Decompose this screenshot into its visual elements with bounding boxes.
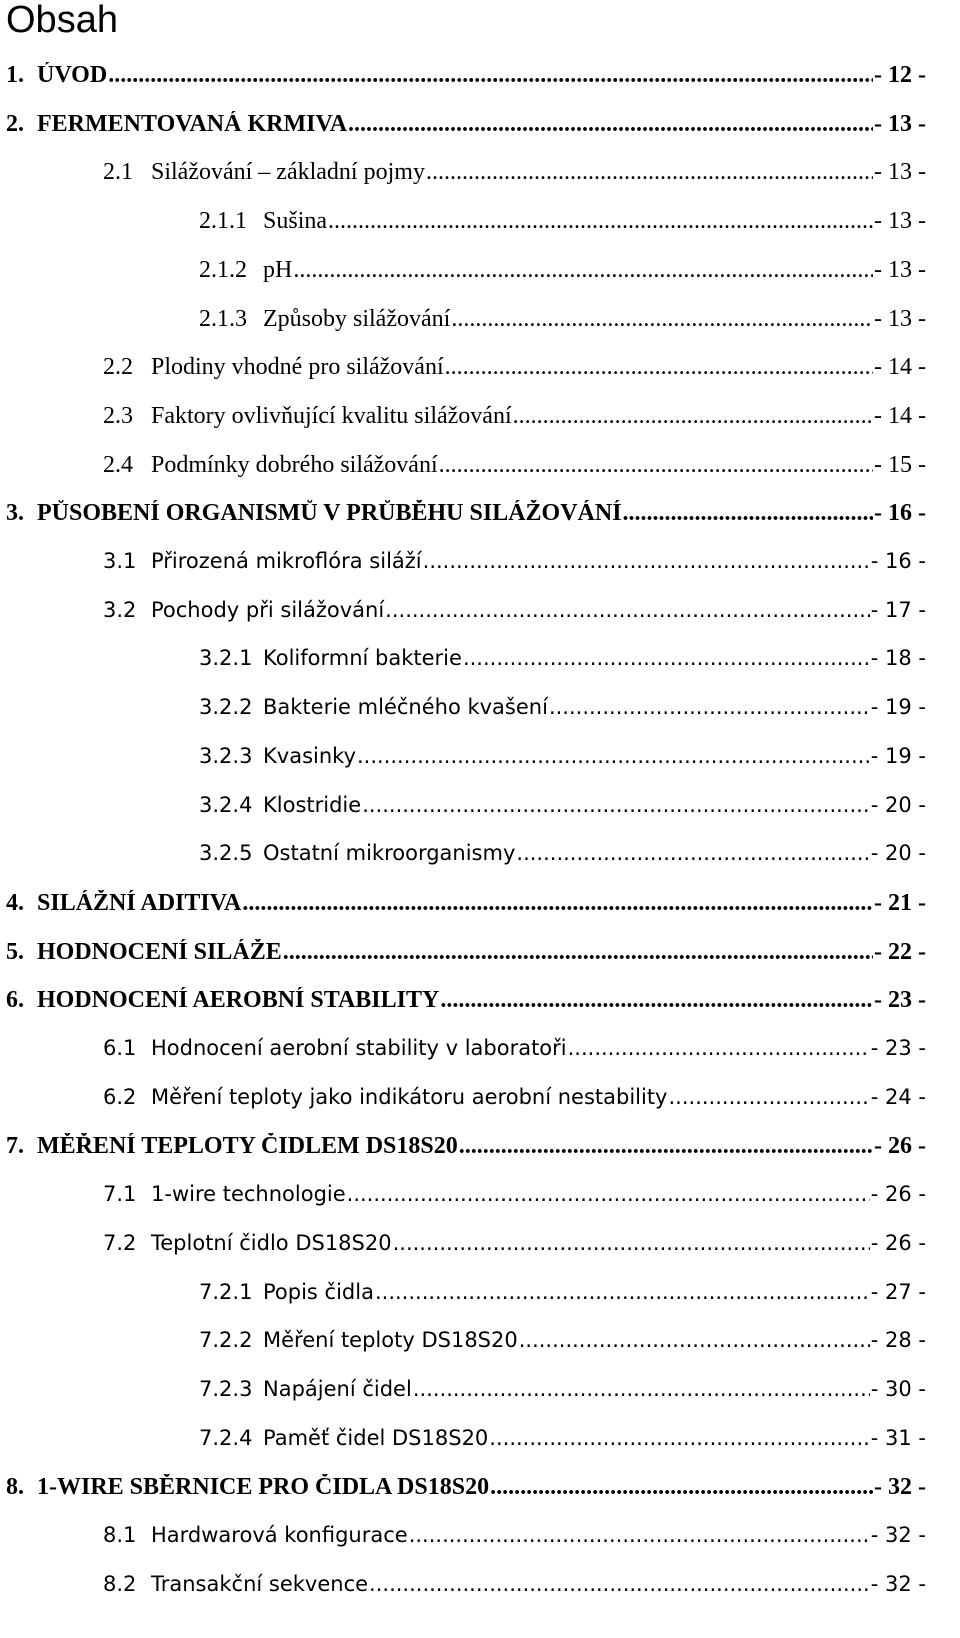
toc-entry-number: 8.	[6, 1474, 24, 1501]
toc-entry-title: pH	[263, 256, 293, 283]
toc-dot-leader	[362, 793, 870, 817]
toc-entry-number: 2.1.1	[199, 208, 247, 235]
toc-entry-title: Ostatní mikroorganismy	[263, 841, 516, 866]
toc-page-number: - 14 -	[874, 402, 926, 429]
toc-entry-title: Měření teploty jako indikátoru aerobní nestability	[151, 1084, 668, 1109]
toc-dot-leader	[451, 306, 873, 333]
toc-page-number: - 17 -	[870, 597, 926, 622]
toc-page-number: - 16 -	[874, 500, 926, 527]
toc-entry-title: Napájení čidel	[263, 1376, 412, 1401]
toc-entry[interactable]	[199, 208, 926, 235]
page-title: Obsah	[6, 0, 118, 41]
toc-entry[interactable]	[199, 1328, 926, 1352]
toc-page-number: - 26 -	[870, 1182, 926, 1207]
toc-entry-number: 3.2.5	[199, 841, 253, 866]
toc-dot-leader	[293, 257, 873, 284]
toc-entry-number: 7.	[6, 1133, 24, 1160]
toc-entry-number: 8.1	[103, 1523, 137, 1547]
toc-entry-title: HODNOCENÍ SILÁŽE	[37, 938, 282, 965]
toc-entry-number: 7.2.1	[199, 1279, 253, 1304]
toc-entry-number: 1.	[6, 62, 24, 88]
toc-entry-title: Bakterie mléčného kvašení	[263, 695, 548, 720]
toc-entry[interactable]	[6, 111, 926, 138]
toc-dot-leader	[108, 62, 873, 89]
toc-dot-leader	[242, 890, 873, 917]
toc-entry-title: Popis čidla	[263, 1279, 374, 1304]
toc-entry[interactable]	[199, 306, 926, 333]
toc-entry-title: HODNOCENÍ AEROBNÍ STABILITY	[37, 987, 440, 1014]
toc-page-number: - 20 -	[870, 841, 926, 866]
toc-dot-leader	[385, 598, 870, 622]
toc-dot-leader	[516, 841, 869, 865]
toc-entry[interactable]	[103, 159, 926, 186]
toc-page-number: - 23 -	[874, 987, 926, 1014]
toc-dot-leader	[409, 1523, 870, 1547]
toc-entry-title: Způsoby silážování	[263, 305, 451, 332]
toc-entry-number: 6.1	[103, 1036, 137, 1060]
toc-dot-leader	[568, 1036, 870, 1060]
toc-dot-leader	[490, 1474, 873, 1501]
toc-page-number: - 15 -	[874, 451, 926, 478]
toc-entry-title: Podmínky dobrého silážování	[151, 451, 438, 478]
toc-dot-leader	[283, 939, 873, 966]
toc-page-number: - 32 -	[870, 1523, 926, 1547]
toc-entry-number: 3.2	[103, 597, 137, 622]
toc-dot-leader	[423, 549, 870, 573]
toc-entry[interactable]	[103, 549, 926, 573]
toc-page-number: - 14 -	[874, 354, 926, 381]
toc-entry[interactable]	[6, 62, 926, 89]
toc-entry-number: 5.	[6, 938, 24, 965]
toc-entry-number: 6.	[6, 987, 24, 1014]
toc-entry-number: 7.2	[103, 1230, 137, 1255]
toc-entry-title: Koliformní bakterie	[263, 646, 462, 671]
toc-page-number: - 19 -	[870, 743, 926, 768]
toc-entry[interactable]	[199, 744, 926, 768]
toc-entry-number: 4.	[6, 889, 24, 916]
toc-entry-number: 7.2.4	[199, 1425, 253, 1450]
toc-entry-title: Kvasinky	[263, 743, 356, 768]
toc-dot-leader	[445, 354, 873, 381]
toc-entry[interactable]	[6, 890, 926, 917]
toc-page-number: - 27 -	[870, 1279, 926, 1304]
toc-entry-number: 3.2.2	[199, 695, 253, 720]
toc-entry-number: 3.2.4	[199, 792, 253, 817]
toc-entry-title: Měření teploty DS18S20	[263, 1328, 518, 1353]
toc-page-number: - 22 -	[874, 938, 926, 965]
toc-dot-leader	[669, 1085, 870, 1109]
toc-dot-leader	[439, 452, 873, 479]
toc-page-number: - 23 -	[870, 1036, 926, 1060]
toc-page-number: - 20 -	[870, 792, 926, 817]
toc-dot-leader	[357, 744, 870, 768]
toc-entry[interactable]	[103, 1182, 926, 1206]
toc-entry[interactable]	[103, 598, 926, 622]
toc-entry-title: Paměť čidel DS18S20	[263, 1425, 489, 1450]
toc-entry[interactable]	[103, 1572, 926, 1596]
toc-entry-number: 7.1	[103, 1182, 137, 1207]
toc-entry-title: ÚVOD	[37, 62, 108, 88]
toc-page-number: - 24 -	[870, 1084, 926, 1109]
toc-entry[interactable]	[103, 1523, 926, 1547]
toc-dot-leader	[549, 695, 870, 719]
toc-page-number: - 16 -	[870, 549, 926, 573]
toc-entry-title: Transakční sekvence	[151, 1571, 369, 1596]
toc-entry[interactable]	[103, 1231, 926, 1255]
toc-entry-title: FERMENTOVANÁ KRMIVA	[37, 110, 348, 137]
toc-entry-number: 2.1.2	[199, 256, 247, 283]
toc-entry-title: Silážování – základní pojmy	[151, 159, 425, 186]
toc-entry-number: 6.2	[103, 1084, 137, 1109]
toc-dot-leader	[426, 159, 873, 186]
toc-entry-number: 2.4	[103, 451, 133, 478]
toc-entry-number: 2.3	[103, 402, 133, 429]
toc-dot-leader	[513, 403, 873, 430]
toc-entry-title: Hardwarová konfigurace	[151, 1523, 408, 1547]
toc-entry[interactable]	[199, 1426, 926, 1450]
toc-page-number: - 18 -	[870, 646, 926, 671]
toc-page-number: - 28 -	[870, 1328, 926, 1353]
toc-dot-leader	[393, 1231, 870, 1255]
toc-entry-number: 2.1.3	[199, 305, 247, 332]
toc-page-number: - 13 -	[874, 110, 926, 137]
toc-entry-title: SILÁŽNÍ ADITIVA	[37, 889, 242, 916]
toc-entry-number: 2.	[6, 110, 24, 137]
toc-entry-number: 3.2.1	[199, 646, 253, 671]
toc-entry-title: Faktory ovlivňující kvalitu silážování	[151, 402, 512, 429]
toc-dot-leader	[348, 111, 873, 138]
toc-entry[interactable]	[103, 403, 926, 430]
toc-page-number: - 13 -	[874, 159, 926, 186]
toc-entry[interactable]	[199, 841, 926, 865]
toc-entry[interactable]	[6, 987, 926, 1014]
toc-page-number: - 12 -	[874, 62, 926, 88]
toc-dot-leader	[413, 1377, 870, 1401]
toc-page-number: - 19 -	[870, 695, 926, 720]
toc-entry-title: Hodnocení aerobní stability v laboratoři	[151, 1036, 567, 1060]
toc-entry-title: Přirozená mikroflóra siláží	[151, 549, 422, 573]
toc-page-number: - 31 -	[870, 1425, 926, 1450]
toc-entry-number: 3.	[6, 500, 24, 527]
toc-entry[interactable]	[103, 452, 926, 479]
toc-entry[interactable]	[199, 646, 926, 670]
toc-dot-leader	[328, 208, 873, 235]
toc-page-number: - 13 -	[874, 256, 926, 283]
toc-entry-title: Klostridie	[263, 792, 362, 817]
toc-page-number: - 32 -	[874, 1474, 926, 1501]
toc-entry-title: 1-wire technologie	[151, 1182, 346, 1207]
toc-entry-number: 7.2.2	[199, 1328, 253, 1353]
toc-entry[interactable]	[6, 939, 926, 966]
toc-entry-number: 2.2	[103, 354, 133, 381]
toc-dot-leader	[489, 1426, 869, 1450]
toc-entry-title: PŮSOBENÍ ORGANISMŮ V PRŮBĚHU SILÁŽOVÁNÍ	[37, 500, 622, 527]
toc-entry[interactable]	[199, 1280, 926, 1304]
toc-entry[interactable]	[6, 500, 926, 527]
toc-entry[interactable]	[199, 1377, 926, 1401]
toc-entry-number: 3.1	[103, 549, 137, 573]
toc-entry-title: Plodiny vhodné pro silážování	[151, 354, 444, 381]
toc-dot-leader	[375, 1280, 870, 1304]
toc-entry-number: 2.1	[103, 159, 133, 186]
toc-entry-title: Teplotní čidlo DS18S20	[151, 1230, 392, 1255]
toc-page-number: - 21 -	[874, 889, 926, 916]
toc-entry[interactable]	[103, 1036, 926, 1060]
toc-dot-leader	[459, 1133, 873, 1160]
toc-entry-title: Pochody při silážování	[151, 597, 385, 622]
toc-entry[interactable]	[199, 695, 926, 719]
toc-entry-title: MĚŘENÍ TEPLOTY ČIDLEM DS18S20	[37, 1133, 458, 1160]
toc-page-number: - 26 -	[874, 1133, 926, 1160]
toc-dot-leader	[463, 646, 870, 670]
toc-entry[interactable]	[199, 793, 926, 817]
toc-page-number: - 13 -	[874, 305, 926, 332]
toc-entry-title: Sušina	[263, 208, 328, 235]
toc-dot-leader	[347, 1182, 870, 1206]
toc-entry[interactable]	[6, 1474, 926, 1501]
toc-dot-leader	[623, 500, 873, 527]
toc-dot-leader	[369, 1572, 870, 1596]
toc-page-number: - 26 -	[870, 1230, 926, 1255]
toc-entry-number: 7.2.3	[199, 1376, 253, 1401]
toc-dot-leader	[440, 987, 873, 1014]
toc-dot-leader	[519, 1328, 870, 1352]
toc-entry[interactable]	[103, 354, 926, 381]
toc-entry[interactable]	[6, 1133, 926, 1160]
toc-entry[interactable]	[199, 257, 926, 284]
toc-entry-number: 8.2	[103, 1571, 137, 1596]
toc-entry-number: 3.2.3	[199, 743, 253, 768]
toc-entry[interactable]	[103, 1085, 926, 1109]
toc-page-number: - 32 -	[870, 1571, 926, 1596]
toc-page-number: - 13 -	[874, 208, 926, 235]
toc-page-number: - 30 -	[870, 1376, 926, 1401]
toc-entry-title: 1-WIRE SBĚRNICE PRO ČIDLA DS18S20	[37, 1474, 490, 1501]
